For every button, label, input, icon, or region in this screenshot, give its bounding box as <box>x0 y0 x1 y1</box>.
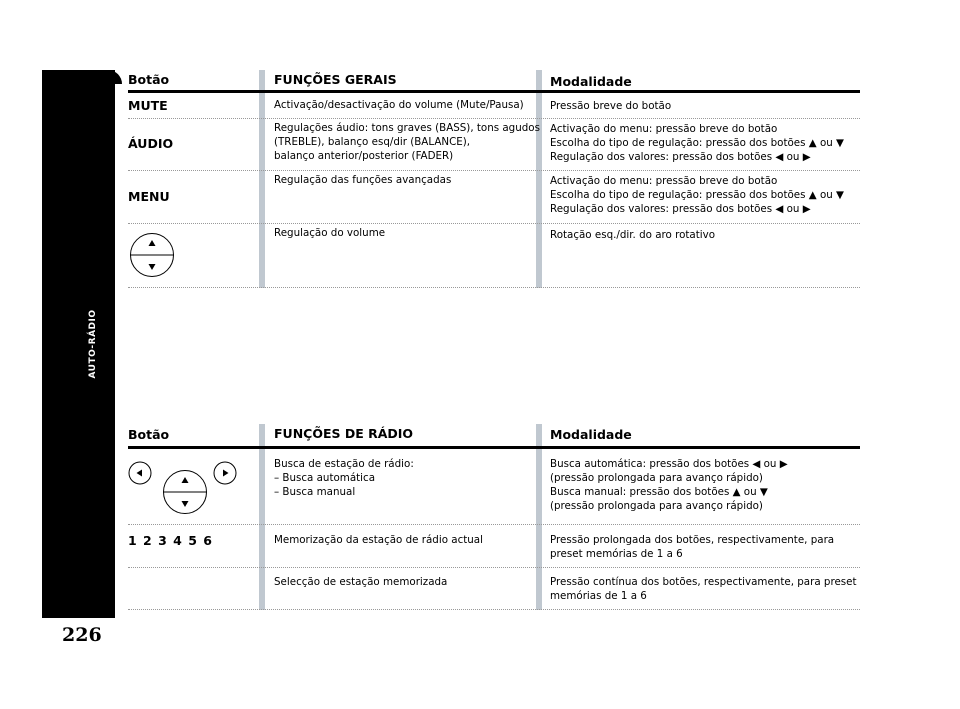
header-button: Botão <box>128 72 170 87</box>
mode-cell <box>550 174 844 216</box>
button-audio-label: ÁUDIO <box>128 136 174 151</box>
tuning-knob-icon <box>162 469 208 515</box>
mode-text: Escolha do tipo de regulação: pressão dos botões ▲ ou ▼ <box>550 189 844 201</box>
function-cell <box>274 226 385 240</box>
function-text: Busca de estação de rádio: <box>274 458 414 470</box>
row-divider <box>128 170 860 171</box>
header-button: Botão <box>128 427 170 442</box>
mode-text: memórias de 1 a 6 <box>550 590 647 602</box>
function-text: (TREBLE), balanço esq/dir (BALANCE), <box>274 136 471 148</box>
mode-text: Busca automática: pressão dos botões ◀ ou ▶ <box>550 458 788 470</box>
function-cell <box>274 457 414 499</box>
function-text: Regulações áudio: tons graves (BASS), tons agudos <box>274 122 540 134</box>
mode-text: preset memórias de 1 a 6 <box>550 548 683 560</box>
mode-cell <box>550 228 715 242</box>
seek-right-button-icon <box>213 461 237 485</box>
function-cell <box>274 575 447 589</box>
sidebar-strip <box>42 70 115 618</box>
volume-knob-icon <box>129 232 175 278</box>
mode-cell <box>550 575 857 603</box>
button-menu-label: MENU <box>128 189 170 204</box>
function-cell <box>274 533 483 547</box>
header-rule <box>128 446 860 449</box>
function-text: balanço anterior/posterior (FADER) <box>274 150 454 162</box>
mode-text: Activação do menu: pressão breve do botão <box>550 123 778 135</box>
header-mode: Modalidade <box>550 427 632 442</box>
function-text: Regulação do volume <box>274 227 386 239</box>
mode-text: Pressão breve do botão <box>550 100 672 112</box>
mode-text: Regulação dos valores: pressão dos botões ◀ ou ▶ <box>550 151 811 163</box>
page-number: 226 <box>62 624 102 646</box>
column-divider <box>536 70 542 288</box>
row-divider <box>128 609 860 610</box>
function-cell <box>274 121 540 163</box>
function-text: – Busca automática <box>274 472 376 484</box>
seek-left-button-icon <box>128 461 152 485</box>
sidebar-corner <box>108 70 122 84</box>
row-divider <box>128 118 860 119</box>
mode-text: Pressão prolongada dos botões, respectivamente, para <box>550 534 835 546</box>
row-divider <box>128 287 860 288</box>
column-divider <box>259 70 265 288</box>
function-text: Memorização da estação de rádio actual <box>274 534 483 546</box>
function-text: – Busca manual <box>274 486 356 498</box>
mode-text: Regulação dos valores: pressão dos botões ◀ ou ▶ <box>550 203 811 215</box>
section-label: AUTO-RÁDIO <box>88 309 98 379</box>
mode-text: Activação do menu: pressão breve do botão <box>550 175 778 187</box>
preset-buttons-label: 1 2 3 4 5 6 <box>128 533 213 548</box>
mode-text: (pressão prolongada para avanço rápido) <box>550 472 763 484</box>
mode-cell <box>550 122 844 164</box>
mode-text: (pressão prolongada para avanço rápido) <box>550 500 763 512</box>
function-text: Activação/desactivação do volume (Mute/Pausa) <box>274 99 524 111</box>
header-radio-functions: FUNÇÕES DE RÁDIO <box>274 426 414 441</box>
mode-cell <box>550 99 671 113</box>
header-rule <box>128 90 860 93</box>
function-cell <box>274 98 524 112</box>
mode-text: Rotação esq./dir. do aro rotativo <box>550 229 716 241</box>
function-text: Regulação das funções avançadas <box>274 174 452 186</box>
row-divider <box>128 524 860 525</box>
function-cell <box>274 173 451 187</box>
mode-text: Escolha do tipo de regulação: pressão dos botões ▲ ou ▼ <box>550 137 844 149</box>
function-text: Selecção de estação memorizada <box>274 576 448 588</box>
mode-cell <box>550 457 788 513</box>
header-mode: Modalidade <box>550 74 632 89</box>
button-mute-label: MUTE <box>128 98 168 113</box>
column-divider <box>536 424 542 610</box>
mode-cell <box>550 533 834 561</box>
mode-text: Busca manual: pressão dos botões ▲ ou ▼ <box>550 486 768 498</box>
row-divider <box>128 223 860 224</box>
row-divider <box>128 567 860 568</box>
mode-text: Pressão contínua dos botões, respectivamente, para preset <box>550 576 857 588</box>
column-divider <box>259 424 265 610</box>
header-general-functions: FUNÇÕES GERAIS <box>274 72 397 87</box>
